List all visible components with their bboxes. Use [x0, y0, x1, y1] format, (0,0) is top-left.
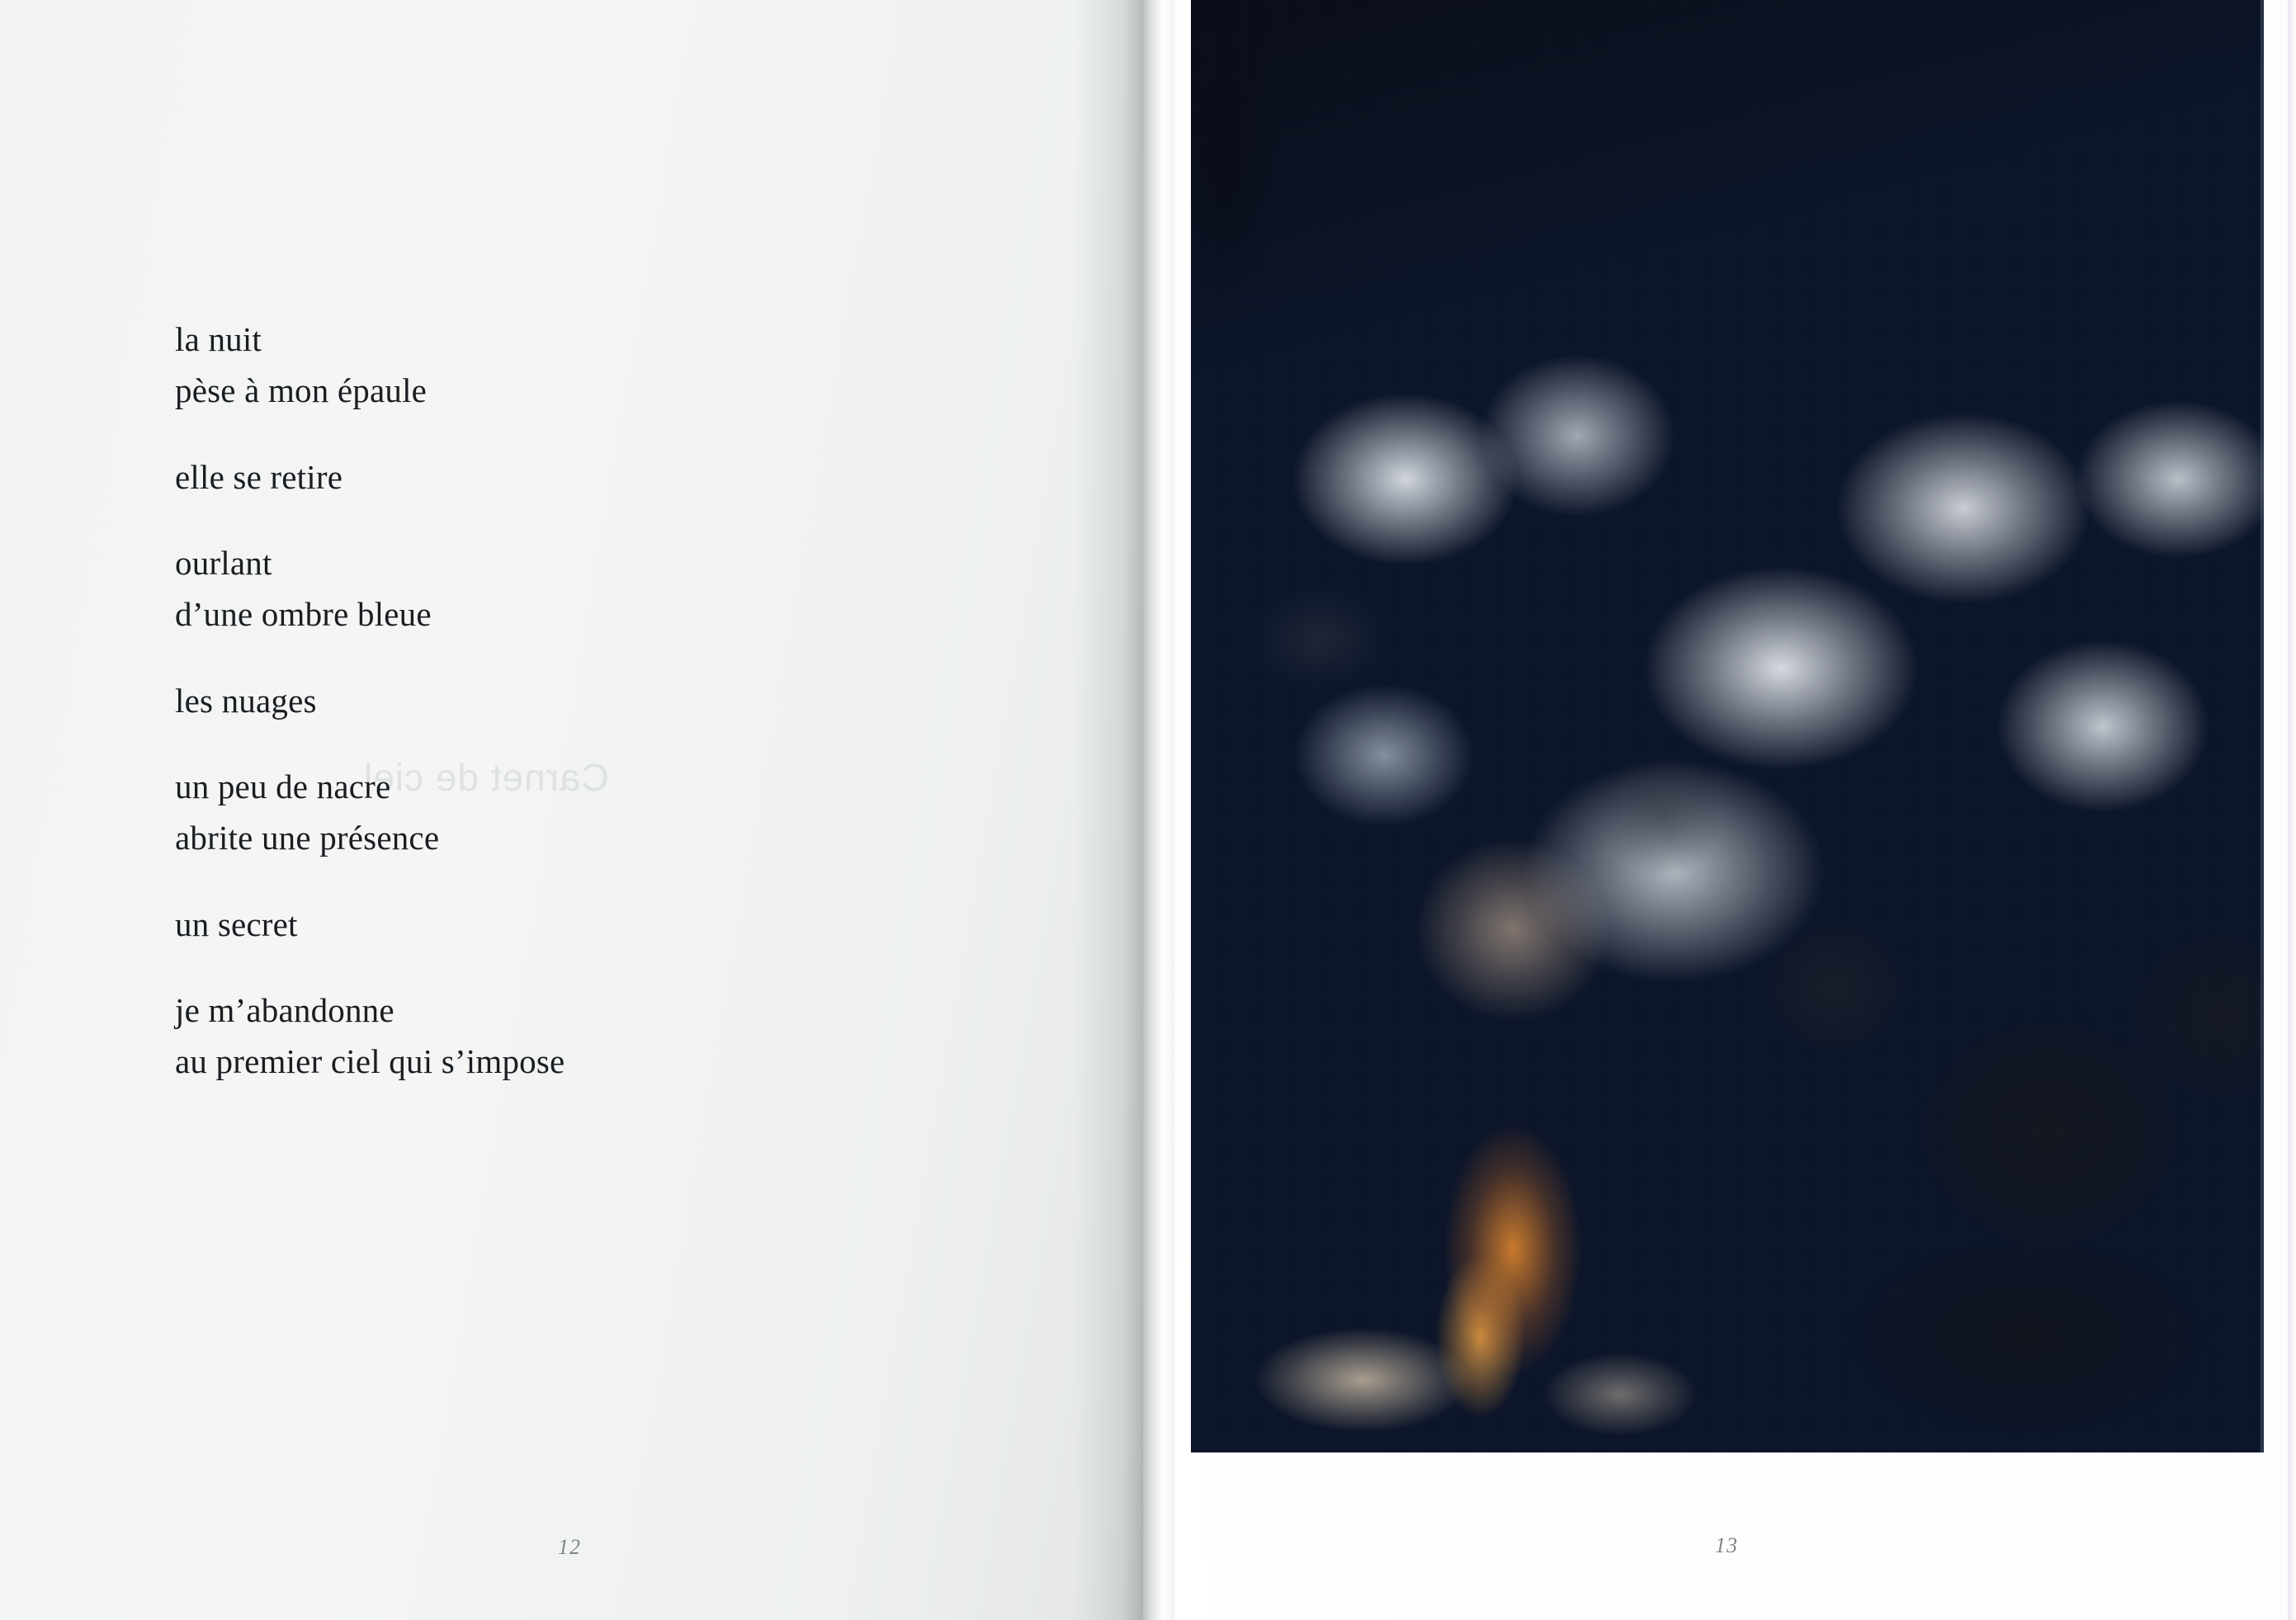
sky-photograph — [1191, 0, 2264, 1452]
poem-stanza — [175, 675, 918, 726]
poem-line: ourlant — [175, 543, 272, 582]
poem-stanza — [175, 985, 918, 1088]
poem-stanza — [175, 451, 918, 503]
poem-line: au premier ciel qui s’impose — [175, 1042, 565, 1081]
poem-line: les nuages — [175, 681, 317, 720]
poem-line: d’une ombre bleue — [175, 595, 432, 634]
poem-line: la nuit — [175, 320, 262, 358]
poem-stanza — [175, 537, 918, 640]
scan-edge-fringe — [2288, 0, 2296, 1620]
page-number-right: 13 — [1715, 1533, 1738, 1557]
poem-line: je m’abandonne — [175, 990, 394, 1029]
poem-stanza — [175, 314, 918, 417]
poem-line: pèse à mon épaule — [175, 371, 428, 410]
page-number-left: 12 — [558, 1535, 581, 1559]
poem-line: abrite une présence — [175, 819, 440, 857]
poem-stanza — [175, 761, 918, 864]
poem-line: un peu de nacre — [175, 767, 391, 805]
poem-line: elle se retire — [175, 457, 343, 496]
poem-stanza — [175, 899, 918, 950]
photo-edge-shadow — [2261, 0, 2264, 1452]
poem-line: un secret — [175, 904, 298, 943]
ghost-title-showthrough: Carnet de ciel — [363, 756, 609, 799]
poem-text — [175, 314, 918, 1087]
cloud-layer-top-left-shadow — [1191, 0, 2264, 1452]
